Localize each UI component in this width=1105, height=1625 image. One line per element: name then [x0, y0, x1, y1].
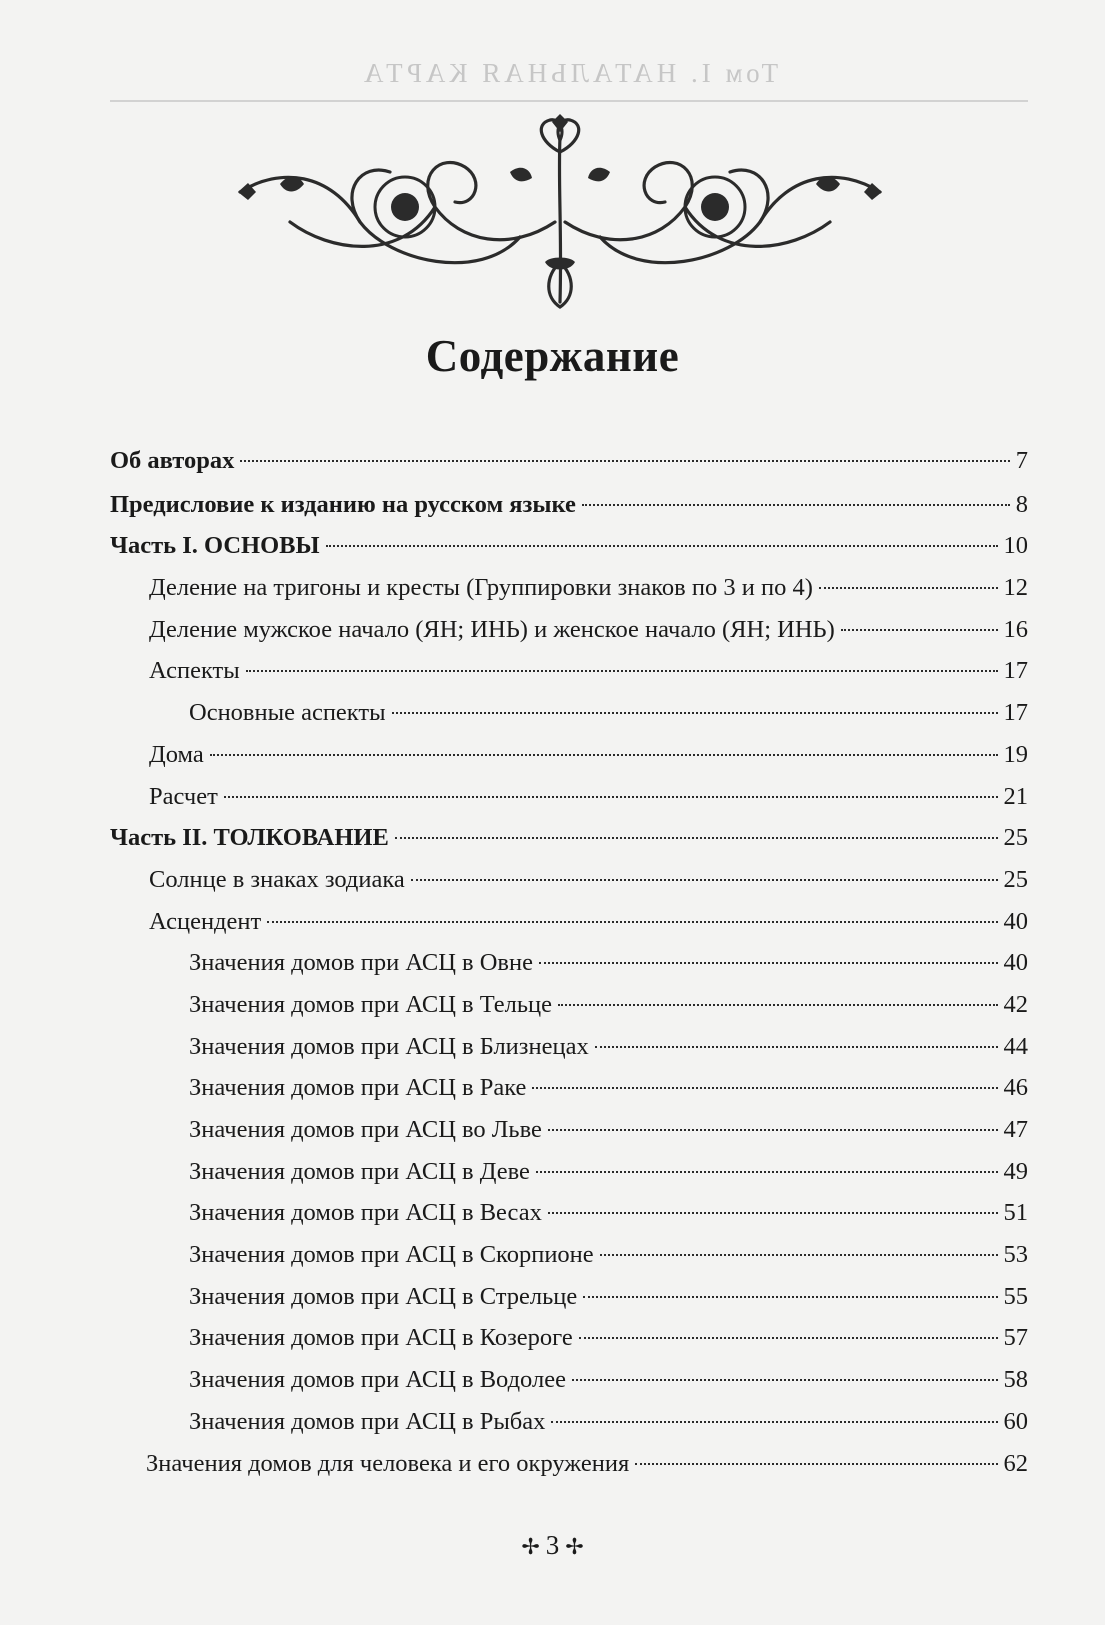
toc-leader-dots [548, 1212, 998, 1214]
toc-entry-page: 57 [1003, 1324, 1028, 1352]
toc-entry-label: Часть II. ТОЛКОВАНИЕ [110, 824, 389, 852]
toc-entry-label: Значения домов при АСЦ в Рыбах [189, 1407, 546, 1435]
toc-entry-label: Значения домов при АСЦ в Стрельце [189, 1282, 578, 1310]
toc-leader-dots [411, 879, 998, 881]
table-of-contents [110, 440, 1028, 1484]
toc-entry[interactable] [110, 1192, 1028, 1234]
toc-leader-dots [240, 460, 1009, 462]
toc-entry-label: Значения домов при АСЦ в Деве [189, 1157, 530, 1185]
toc-entry[interactable] [110, 817, 1028, 859]
toc-entry[interactable] [110, 776, 1028, 818]
toc-entry-label: Значения домов при АСЦ в Скорпионе [189, 1241, 594, 1269]
toc-leader-dots [582, 504, 1010, 506]
toc-entry-label: Значения домов при АСЦ в Водолее [189, 1366, 566, 1394]
toc-entry-label: Аспекты [149, 657, 240, 685]
toc-entry-page: 10 [1003, 532, 1028, 560]
toc-leader-dots [551, 1421, 997, 1423]
toc-entry-page: 47 [1003, 1116, 1028, 1143]
toc-entry-label: Солнце в знаках зодиака [149, 865, 405, 893]
toc-entry[interactable] [110, 440, 1028, 482]
toc-leader-dots [224, 796, 998, 798]
toc-leader-dots [267, 921, 997, 923]
toc-entry[interactable] [110, 901, 1028, 943]
page-number-value: 3 [545, 1530, 560, 1560]
page-number [0, 1528, 1105, 1564]
toc-entry-label: Деление мужское начало (ЯН; ИНЬ) и женское начало (ЯН; ИНЬ) [149, 615, 835, 643]
toc-entry[interactable] [110, 1359, 1028, 1401]
toc-entry-label: Значения домов при АСЦ в Овне [189, 949, 533, 977]
toc-entry-label: Значения домов при АСЦ во Льве [189, 1116, 542, 1143]
toc-entry-page: 7 [1015, 447, 1028, 474]
page-title: Содержание [425, 331, 680, 381]
toc-entry-label: Асцендент [149, 907, 262, 935]
toc-entry[interactable] [110, 650, 1028, 692]
toc-leader-dots [841, 629, 998, 631]
toc-entry-label: Значения домов при АСЦ в Козероге [189, 1324, 573, 1352]
toc-entry-page: 19 [1003, 740, 1028, 768]
toc-entry-page: 21 [1003, 782, 1028, 810]
toc-entry-label: Основные аспекты [189, 699, 386, 727]
toc-entry[interactable] [110, 1401, 1028, 1443]
toc-entry[interactable] [110, 1317, 1028, 1359]
bleed-through-running-header: Том I. НАТАЛЬНАЯ КАРТА [359, 58, 779, 88]
toc-entry-label: Значения домов при АСЦ в Близнецах [189, 1032, 589, 1060]
toc-entry-page: 40 [1003, 907, 1028, 935]
toc-leader-dots [583, 1296, 997, 1298]
toc-entry-page: 49 [1003, 1157, 1028, 1185]
toc-entry-page: 12 [1003, 574, 1028, 602]
toc-entry-page: 55 [1003, 1282, 1028, 1310]
toc-entry-label: Дома [149, 740, 204, 768]
toc-entry-label: Значения домов при АСЦ в Весах [189, 1199, 542, 1227]
toc-entry-label: Значения домов при АСЦ в Тельце [189, 990, 553, 1018]
toc-leader-dots [548, 1129, 998, 1131]
toc-entry[interactable] [110, 692, 1028, 734]
toc-entry-label: Предисловие к изданию на русском языке [110, 490, 576, 518]
toc-leader-dots [572, 1379, 998, 1381]
toc-entry-page: 60 [1003, 1407, 1028, 1435]
floral-vignette-icon [220, 112, 900, 322]
toc-entry[interactable] [110, 1026, 1028, 1068]
folio-ornament-left-icon: ✢ [521, 1534, 540, 1559]
toc-entry-page: 62 [1003, 1449, 1028, 1477]
toc-entry[interactable] [110, 1234, 1028, 1276]
toc-entry-page: 25 [1003, 824, 1028, 852]
toc-entry-label: Деление на тригоны и кресты (Группировки знаков по 3 и по 4) [149, 574, 813, 602]
toc-entry-page: 8 [1015, 490, 1028, 518]
toc-entry-label: Значения домов при АСЦ в Раке [189, 1074, 527, 1102]
toc-entry-label: Часть I. ОСНОВЫ [110, 532, 320, 560]
toc-leader-dots [246, 670, 998, 672]
toc-leader-dots [595, 1046, 998, 1048]
toc-entry-page: 16 [1003, 615, 1028, 643]
toc-entry[interactable] [110, 1276, 1028, 1318]
toc-entry-page: 51 [1003, 1199, 1028, 1227]
toc-leader-dots [579, 1337, 998, 1339]
toc-entry-label: Расчет [149, 782, 218, 810]
toc-entry[interactable] [110, 734, 1028, 776]
toc-entry[interactable] [110, 609, 1028, 651]
toc-leader-dots [558, 1004, 997, 1006]
toc-entry-page: 58 [1003, 1366, 1028, 1394]
toc-entry[interactable] [110, 984, 1028, 1026]
toc-leader-dots [600, 1254, 998, 1256]
toc-entry[interactable] [110, 567, 1028, 609]
toc-leader-dots [539, 962, 998, 964]
toc-entry-page: 46 [1003, 1074, 1028, 1102]
toc-entry-page: 42 [1003, 990, 1028, 1018]
toc-entry[interactable] [110, 1151, 1028, 1193]
toc-entry[interactable] [110, 525, 1028, 567]
toc-entry[interactable] [110, 1443, 1028, 1485]
toc-entry-label: Об авторах [110, 447, 235, 474]
toc-leader-dots [392, 712, 998, 714]
toc-entry-label: Значения домов для человека и его окружения [146, 1449, 630, 1477]
toc-leader-dots [819, 587, 998, 589]
toc-entry[interactable] [110, 484, 1028, 526]
toc-entry-page: 53 [1003, 1241, 1028, 1269]
toc-leader-dots [210, 754, 998, 756]
bleed-through-header-rule [110, 100, 1028, 102]
toc-entry[interactable] [110, 1109, 1028, 1151]
toc-leader-dots [532, 1087, 997, 1089]
toc-leader-dots [536, 1171, 998, 1173]
toc-entry[interactable] [110, 942, 1028, 984]
toc-entry-page: 17 [1003, 699, 1028, 727]
folio-ornament-right-icon: ✢ [565, 1534, 584, 1559]
toc-entry-page: 25 [1003, 865, 1028, 893]
toc-leader-dots [326, 545, 998, 547]
toc-leader-dots [635, 1463, 997, 1465]
toc-leader-dots [395, 837, 998, 839]
toc-entry[interactable] [110, 1067, 1028, 1109]
toc-entry-page: 17 [1003, 657, 1028, 685]
toc-entry-page: 40 [1003, 949, 1028, 977]
toc-entry[interactable] [110, 859, 1028, 901]
toc-entry-page: 44 [1003, 1032, 1028, 1060]
